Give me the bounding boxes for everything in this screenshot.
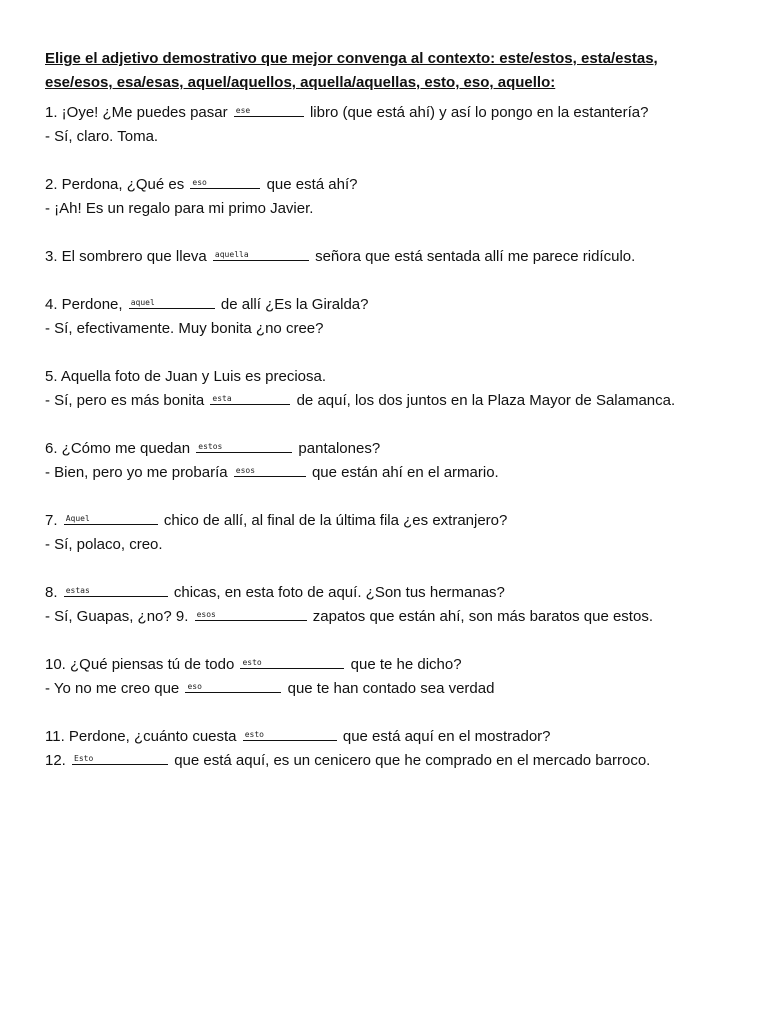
handwritten-answer: eso — [192, 178, 207, 187]
answer-blank[interactable] — [196, 438, 292, 453]
answer-blank[interactable] — [190, 174, 260, 189]
exercise-item — [45, 509, 745, 557]
exercise-question-line — [45, 437, 745, 461]
handwritten-answer: aquella — [214, 250, 249, 259]
answer-blank[interactable] — [234, 102, 304, 117]
answer-blank[interactable] — [185, 678, 281, 693]
exercise-item — [45, 653, 745, 701]
answer-blank[interactable] — [210, 390, 290, 405]
exercise-question-line — [45, 461, 745, 485]
exercise-question-line — [45, 749, 745, 773]
line-text-before: 3. El sombrero que lleva — [45, 248, 207, 265]
line-text-before: 1. ¡Oye! ¿Me puedes pasar — [45, 104, 228, 121]
handwritten-answer: estos — [198, 442, 223, 451]
exercise-item — [45, 437, 745, 485]
line-text-after: de allí ¿Es la Giralda? — [220, 296, 369, 313]
answer-blank[interactable] — [72, 750, 168, 765]
answer-blank[interactable] — [64, 510, 158, 525]
exercise-question-line — [45, 581, 745, 605]
line-text-before: 4. Perdone, — [45, 296, 123, 313]
worksheet-page — [45, 47, 745, 797]
line-text-after: libro (que está ahí) y así lo pongo en la estantería? — [309, 104, 649, 121]
answer-blank[interactable] — [234, 462, 306, 477]
answer-blank[interactable] — [195, 606, 307, 621]
line-text-after: que está ahí? — [266, 176, 358, 193]
instructions-line-2: ese/esos, esa/esas, aquel/aquellos, aquella/aquellas, esto, eso, aquello: — [45, 74, 556, 91]
line-text-after: que están ahí en el armario. — [311, 464, 499, 481]
exercise-item — [45, 725, 745, 773]
exercise-question-line — [45, 605, 745, 629]
exercise-question-line — [45, 725, 745, 749]
answer-blank[interactable] — [64, 582, 168, 597]
handwritten-answer: Aquel — [65, 514, 90, 523]
line-text-after: que te he dicho? — [350, 656, 462, 673]
answer-blank[interactable] — [129, 294, 215, 309]
line-text-after: que te han contado sea verdad — [287, 680, 495, 697]
line-text-after: de aquí, los dos juntos en la Plaza Mayor de Salamanca. — [296, 392, 676, 409]
line-text-after: chico de allí, al final de la última fila ¿es extranjero? — [163, 512, 508, 529]
line-text-before: 8. — [45, 584, 58, 601]
handwritten-answer: esta — [212, 394, 232, 403]
exercise-question-line — [45, 677, 745, 701]
exercise-item — [45, 101, 745, 149]
line-text-after: pantalones? — [298, 440, 381, 457]
exercise-text-line: 5. Aquella foto de Juan y Luis es preciosa. — [45, 368, 327, 385]
exercise-question-line — [45, 245, 745, 269]
exercise-text-line: - Sí, polaco, creo. — [45, 536, 163, 553]
line-text-after: chicas, en esta foto de aquí. ¿Son tus hermanas? — [173, 584, 505, 601]
exercise-question-line — [45, 389, 745, 413]
instructions-line-1: Elige el adjetivo demostrativo que mejor convenga al contexto: este/estos, esta/estas, — [45, 50, 658, 67]
exercise-item — [45, 173, 745, 221]
answer-blank[interactable] — [240, 654, 344, 669]
exercise-question-line — [45, 101, 745, 125]
line-text-before: 2. Perdona, ¿Qué es — [45, 176, 185, 193]
exercise-list — [45, 101, 745, 773]
line-text-before: 6. ¿Cómo me quedan — [45, 440, 191, 457]
handwritten-answer: esos — [235, 466, 256, 475]
exercise-question-line — [45, 293, 745, 317]
exercise-item — [45, 293, 745, 341]
exercise-question-line — [45, 653, 745, 677]
exercise-item — [45, 581, 745, 629]
handwritten-answer: aquel — [130, 298, 155, 307]
line-text-after: que está aquí, es un cenicero que he comprado en el mercado barroco. — [174, 752, 651, 769]
line-text-before: 12. — [45, 752, 66, 769]
line-text-before: 11. Perdone, ¿cuánto cuesta — [45, 728, 237, 745]
handwritten-answer: esos — [196, 610, 216, 619]
handwritten-answer: estas — [65, 586, 90, 595]
exercise-text-line: - ¡Ah! Es un regalo para mi primo Javier. — [45, 200, 314, 217]
line-text-before: - Yo no me creo que — [45, 680, 180, 697]
line-text-before: 10. ¿Qué piensas tú de todo — [45, 656, 235, 673]
handwritten-answer: eso — [187, 682, 202, 691]
line-text-after: señora que está sentada allí me parece ridículo. — [315, 248, 636, 265]
handwritten-answer: Esto — [74, 754, 94, 763]
exercise-text-line: - Sí, claro. Toma. — [45, 128, 159, 145]
exercise-item — [45, 365, 745, 413]
exercise-question-line — [45, 173, 745, 197]
answer-blank[interactable] — [243, 726, 337, 741]
exercise-item — [45, 245, 745, 269]
answer-blank[interactable] — [213, 246, 309, 261]
instructions-heading — [45, 47, 745, 95]
line-text-after: zapatos que están ahí, son más baratos que estos. — [312, 608, 653, 625]
line-text-before: - Sí, pero es más bonita — [45, 392, 205, 409]
line-text-before: - Sí, Guapas, ¿no? 9. — [45, 608, 189, 625]
handwritten-answer: esto — [244, 730, 264, 739]
exercise-text-line: - Sí, efectivamente. Muy bonita ¿no cree? — [45, 320, 324, 337]
exercise-question-line — [45, 509, 745, 533]
line-text-before: 7. — [45, 512, 58, 529]
handwritten-answer: esto — [242, 658, 262, 667]
handwritten-answer: ese — [235, 106, 251, 115]
line-text-after: que está aquí en el mostrador? — [342, 728, 551, 745]
line-text-before: - Bien, pero yo me probaría — [45, 464, 228, 481]
